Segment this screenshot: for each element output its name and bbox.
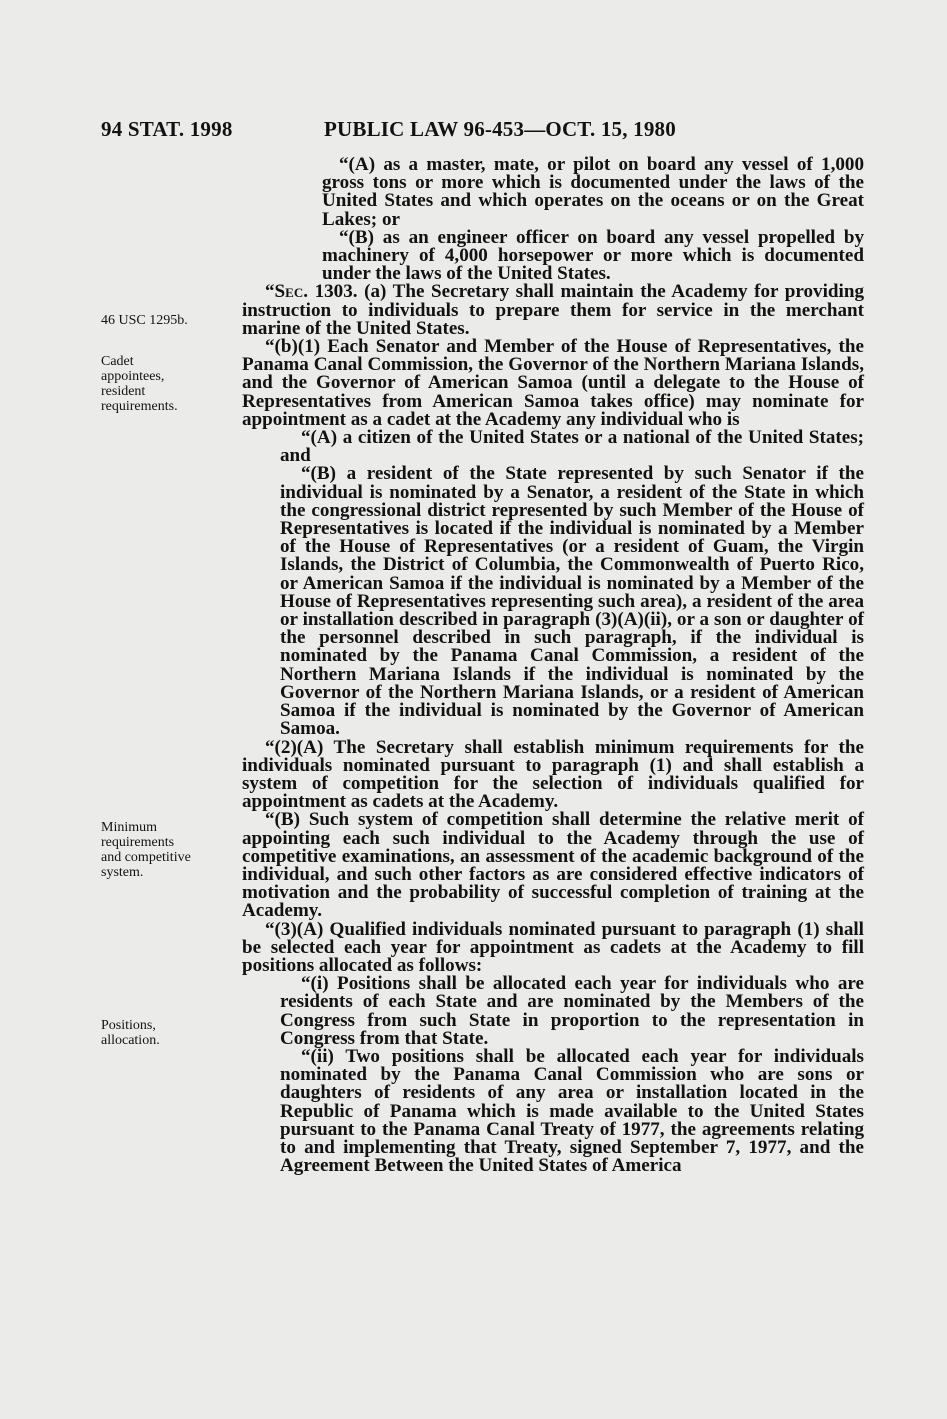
paragraph-3a-selection: “(3)(A) Qualified individuals nominated pursuant to paragraph (1) shall be selected each year for appointment as cadets at the Academy to fill positions allocated as follows:: [242, 918, 864, 976]
margin-note-line: allocation.: [101, 1033, 160, 1048]
open-quote: “: [265, 281, 275, 303]
margin-note-usc-text: 46 USC 1295b.: [101, 313, 188, 328]
margin-note-line: requirements: [101, 835, 175, 850]
statute-body-text: [242, 156, 864, 1175]
paragraph-ii-panama-positions: “(ii) Two positions shall be allocated each year for individuals nominated by the Panama Canal Commission who are sons or daughters of residents of any area or installation located in the Republic of Panama which is made available to the United States pursuant to the Panama Canal Treaty of 1977, the agreements relating to and implementing that Treaty, signed September 7, 1977, and the Agreement Between the United States of America: [280, 1045, 864, 1177]
paragraph-b1-nominations: “(b)(1) Each Senator and Member of the House of Representatives, the Panama Canal Commission, the Governor of the Northern Mariana Islands, and the Governor of American Samoa (until a delegate to the House of Representatives from American Samoa takes office) may nominate for appointment as a cadet at the Academy any individual who is: [242, 336, 864, 430]
margin-note-positions-allocation: [101, 1018, 160, 1048]
margin-note-line: Cadet: [101, 354, 134, 369]
paragraph-2a-minimum-requirements: “(2)(A) The Secretary shall establish minimum requirements for the individuals nominated pursuant to paragraph (1) and shall establish a system of competition for the selection of individuals qualified for appointment as cadets at the Academy.: [242, 736, 864, 813]
paragraph-sec-1303-a: [242, 283, 864, 338]
margin-note-usc-citation: [101, 313, 188, 328]
margin-note-line: Minimum: [101, 820, 158, 835]
paragraph-i-state-positions: “(i) Positions shall be allocated each year for individuals who are residents of each State and are nominated by the Members of the Congress from such State in proportion to the representation in Congress from that State.: [280, 973, 864, 1049]
paragraph-a-master-mate-pilot: “(A) as a master, mate, or pilot on board any vessel of 1,000 gross tons or more which is documented under the laws of the United States and which operates on the oceans or on the Great Lakes; or: [322, 154, 864, 230]
margin-note-line: appointees,: [101, 369, 165, 384]
margin-note-minimum-requirements: [101, 820, 191, 880]
paragraph-a-citizen: “(A) a citizen of the United States or a national of the United States; and: [280, 427, 864, 467]
running-head: PUBLIC LAW 96-453—OCT. 15, 1980: [324, 117, 676, 141]
margin-note-line: resident: [101, 384, 146, 399]
margin-note-line: and competitive: [101, 850, 191, 865]
paragraph-b-engineer-officer: “(B) as an engineer officer on board any vessel propelled by machinery of 4,000 horsepower or more which is documented under the laws of the United States.: [322, 226, 864, 285]
margin-note-line: Positions,: [101, 1018, 156, 1033]
section-text: . 1303. (a) The Secretary shall maintain the Academy for providing instruction to individuals to prepare them for service in the merchant marine of the United States.: [242, 281, 864, 339]
stat-page-reference: 94 STAT. 1998: [101, 117, 233, 141]
section-label: Sec: [274, 281, 304, 303]
paragraph-b-resident: “(B) a resident of the State represented by such Senator if the individual is nominated by a Senator, a resident of the State in which the congressional district represented by such Member of the House of Representatives is located if the individual is nominated by a Member of the House of Representatives (or a resident of Guam, the Virgin Islands, the District of Columbia, the Commonwealth of Puerto Rico, or American Samoa if the individual is nominated by a Member of the House of Representatives representing such area), a resident of the area or installation described in paragraph (3)(A)(ii), or a son or daughter of the personnel described in such paragraph, if the individual is nominated by the Panama Canal Commission, a resident of the Northern Mariana Islands if the individual is nominated by the Governor of the Northern Mariana Islands, or a resident of American Samoa if the individual is nominated by the Governor of American Samoa.: [280, 463, 864, 740]
margin-note-cadet-appointees: [101, 354, 178, 414]
margin-note-line: system.: [101, 865, 144, 880]
paragraph-2b-competition: “(B) Such system of competition shall determine the relative merit of appointing each such individual to the Academy through the use of competitive examinations, an assessment of the academic background of the individual, and such other factors as are considered effective indicators of motivation and the probability of successful completion of training at the Academy.: [242, 809, 864, 922]
margin-note-line: requirements.: [101, 399, 178, 414]
